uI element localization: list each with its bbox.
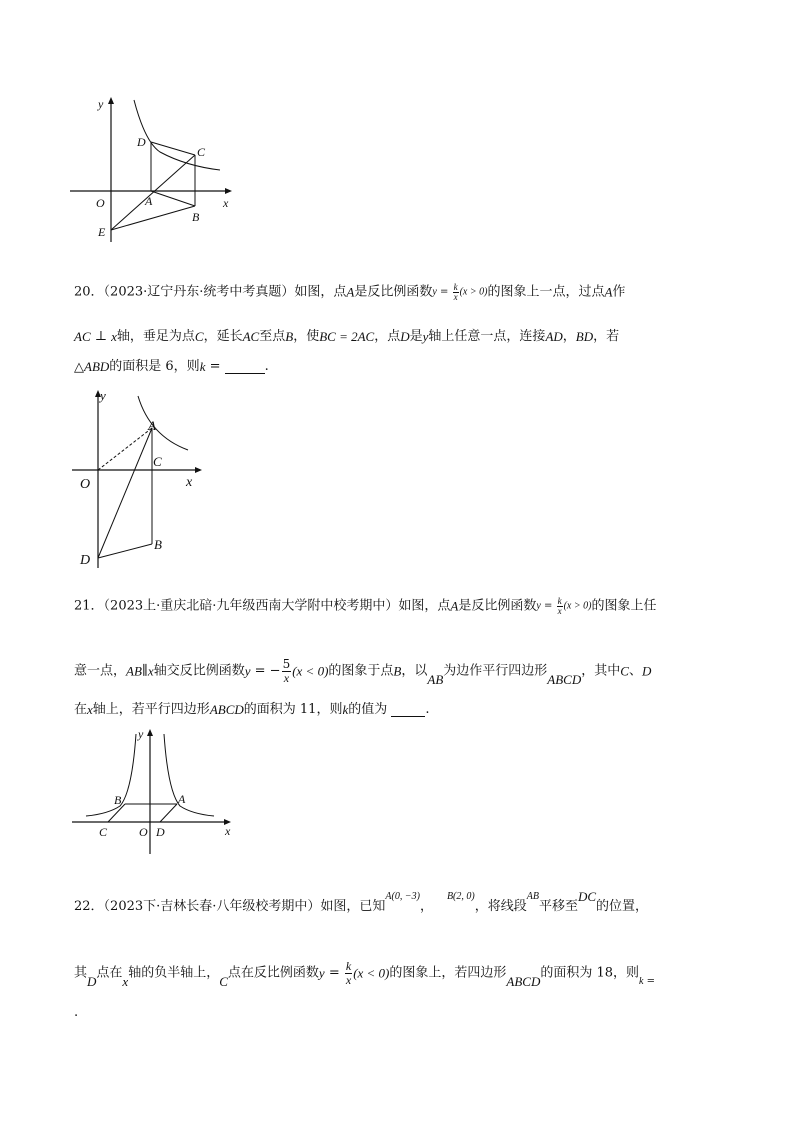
- fig19-label-B: B: [192, 210, 200, 224]
- fig21-label-D: D: [156, 825, 165, 839]
- q21-line-1: 21．（2023上·重庆北碚·九年级西南大学附中校考期中）如图，点A是反比例函数y = $\frac{k}{x}$ (x > 0)的图象上任: [74, 595, 657, 616]
- fig21-label-B: B: [114, 793, 122, 807]
- q21-formula-1: y = $\frac{k}{x}$ (x > 0): [536, 595, 592, 616]
- fig21-label-C: C: [99, 825, 108, 839]
- fig20-label-y: y: [100, 388, 106, 403]
- fig21-label-O: O: [139, 825, 148, 839]
- q22-line-2: 其D点在x轴的负半轴上，C点在反比例函数y = $\frac{k}{x}$ (x < 0)的图象上，若四边形ABCD的面积为 18，则$_k$ $_=$: [74, 959, 656, 989]
- q20-answer-blank[interactable]: [225, 361, 265, 374]
- fig20-label-O: O: [80, 477, 91, 492]
- fig19-label-A: A: [145, 194, 153, 208]
- figure-q19: [68, 94, 238, 244]
- fig19-label-C: C: [197, 145, 206, 159]
- fig20-label-D: D: [80, 553, 91, 568]
- fig20-label-x: x: [186, 475, 193, 490]
- q22-formula: y = $\frac{k}{x}$ (x < 0): [318, 959, 390, 987]
- fig21-label-x: x: [225, 824, 231, 838]
- fig19-label-y: y: [98, 97, 104, 111]
- fig21-label-y: y: [138, 727, 144, 741]
- fig19-label-D: D: [137, 135, 146, 149]
- fig19-label-E: E: [98, 225, 106, 239]
- q20-formula: y = $\frac{k}{x}$ (x > 0): [432, 281, 488, 302]
- figure-q21: [68, 726, 248, 856]
- q21-line-3: 在x轴上，若平行四边形ABCD的面积为 11，则k的值为 .: [74, 702, 430, 717]
- fig19-label-O: O: [96, 196, 105, 210]
- fig20-label-A: A: [148, 418, 156, 433]
- fig21-label-A: A: [178, 792, 186, 806]
- fig20-label-C: C: [153, 454, 162, 469]
- q20-line-2: AC ⊥ x轴，垂足为点C，延长AC至点B，使BC = 2AC，点D是y轴上任意一点，连接AD，BD，若: [74, 329, 620, 344]
- q20-line-1: 20．（2023·辽宁丹东·统考中考真题）如图，点A是反比例函数y = $\frac{k}{x}$ (x > 0)的图象上一点，过点A作: [74, 281, 626, 302]
- q20-line-3: △ABD的面积是 6，则k = .: [74, 359, 269, 374]
- q21-formula-2: y = − $\frac{5}{x}$ (x < 0): [244, 657, 329, 685]
- figure-q20: [68, 386, 208, 576]
- fig20-label-B: B: [154, 537, 162, 552]
- fig19-label-x: x: [223, 196, 229, 210]
- q22-line-3: .: [74, 1005, 79, 1020]
- q21-line-2: 意一点，AB∥x轴交反比例函数y = − $\frac{5}{x}$ (x < 0)的图象于点B，以AB为边作平行四边形ABCD，其中C、D: [74, 657, 652, 687]
- q21-answer-blank[interactable]: [391, 704, 425, 717]
- q22-line-1: 22．（2023下·吉林长春·八年级校考期中）如图，已知$^{A(0, -3)}$，$^{B(2, 0)}$，将线段$^{AB}$平移至DC的位置，: [74, 889, 649, 914]
